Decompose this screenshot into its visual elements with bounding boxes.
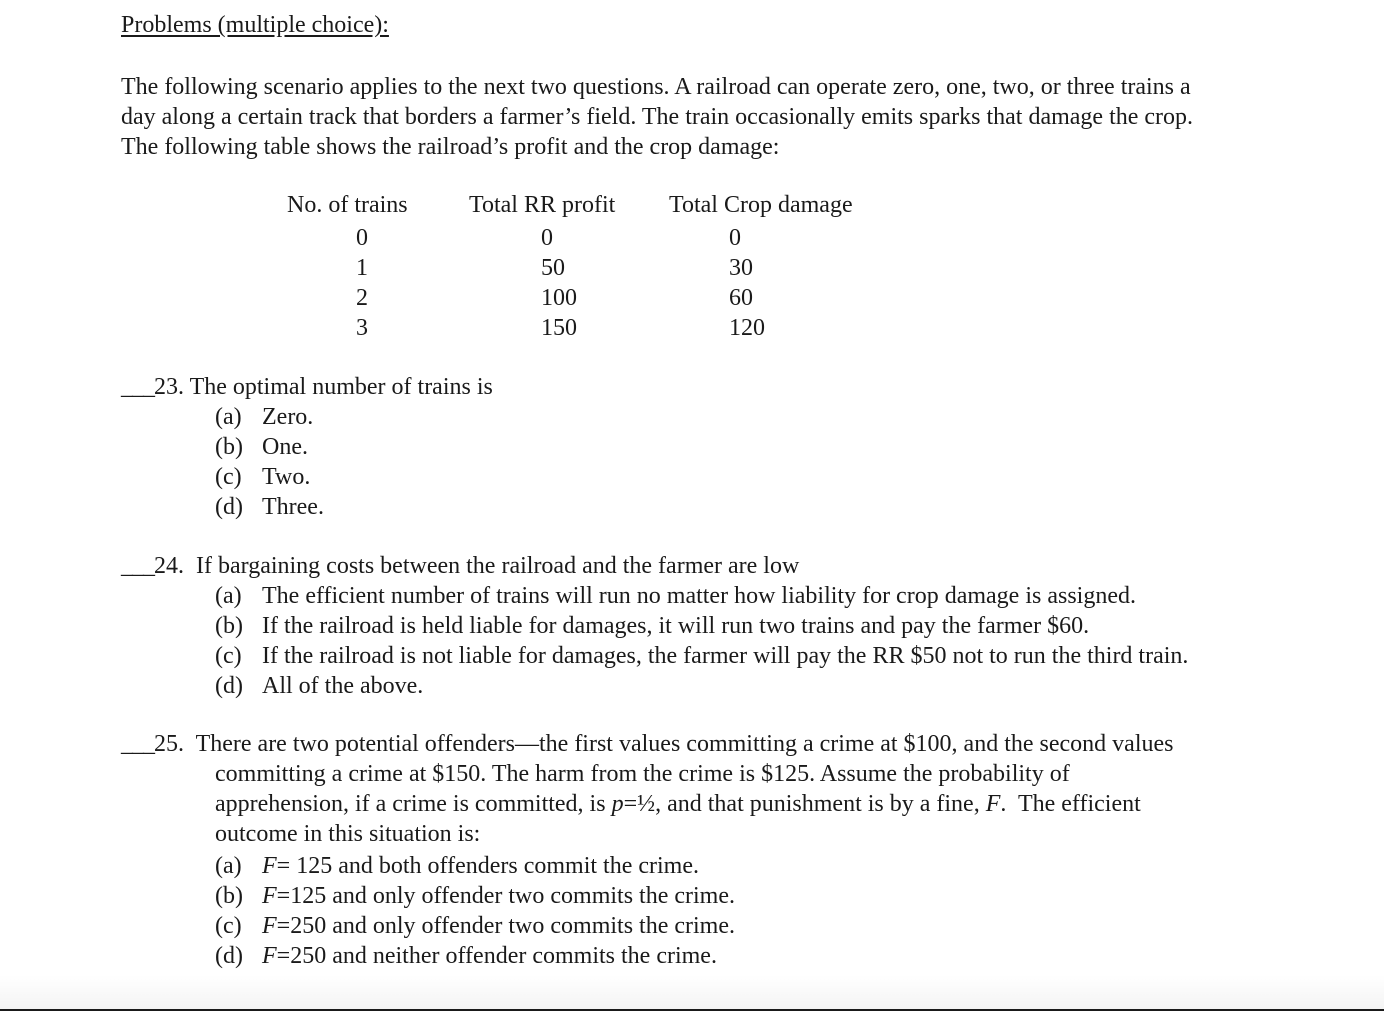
option-a: (a) F= 125 and both offenders commit the crime.: [215, 853, 699, 879]
option-a: (a) Zero.: [215, 404, 314, 430]
option-a: (a) The efficient number of trains will run no matter how liability for crop damage is assigned.: [215, 583, 1136, 609]
option-c: (c) F=250 and only offender two commits the crime.: [215, 913, 735, 939]
question-24: [121, 551, 1361, 701]
page-bottom-rule: [0, 1009, 1384, 1011]
question-text-line: outcome in this situation is:: [215, 821, 481, 847]
option-d: (d) F=250 and neither offender commits the crime.: [215, 943, 717, 969]
table-cell: 0: [541, 225, 553, 251]
option-b: (b) If the railroad is held liable for damages, it will run two trains and pay the farmer $60.: [215, 613, 1090, 639]
table-cell: 50: [541, 255, 565, 281]
answer-blank: ___: [121, 553, 154, 579]
option-d: (d) Three.: [215, 494, 324, 520]
question-text: There are two potential offenders—the first values committing a crime at $100, and the second values: [195, 731, 1174, 757]
table-cell: 150: [541, 315, 577, 341]
table-cell: 1: [356, 255, 368, 281]
table-cell: 0: [729, 225, 741, 251]
table-cell: 3: [356, 315, 368, 341]
question-text: If bargaining costs between the railroad and the farmer are low: [196, 553, 800, 579]
question-number: 25.: [154, 731, 184, 757]
scenario-intro: [121, 72, 1321, 162]
column-header-trains: No. of trains: [287, 192, 408, 218]
intro-line: The following scenario applies to the next two questions. A railroad can operate zero, one, two, or three trains a: [121, 74, 1191, 100]
answer-blank: ___: [121, 731, 154, 757]
section-heading: Problems (multiple choice):: [121, 12, 389, 38]
question-number: 23.: [154, 374, 184, 400]
option-c: (c) If the railroad is not liable for damages, the farmer will pay the RR $50 not to run the third train.: [215, 643, 1189, 669]
option-b: (b) F=125 and only offender two commits the crime.: [215, 883, 735, 909]
table-cell: 30: [729, 255, 753, 281]
intro-line: The following table shows the railroad’s profit and the crop damage:: [121, 134, 780, 160]
table-cell: 120: [729, 315, 765, 341]
option-c: (c) Two.: [215, 464, 311, 490]
table-cell: 60: [729, 285, 753, 311]
question-25: [121, 729, 1361, 971]
question-23: [121, 372, 1361, 522]
table-cell: 100: [541, 285, 577, 311]
question-text: The optimal number of trains is: [189, 374, 493, 400]
intro-line: day along a certain track that borders a farmer’s field. The train occasionally emits sparks that damage the crop.: [121, 104, 1194, 130]
option-d: (d) All of the above.: [215, 673, 424, 699]
page-bottom-shade: [0, 975, 1384, 1009]
question-stem: [121, 729, 1361, 759]
option-b: (b) One.: [215, 434, 308, 460]
table-cell: 0: [356, 225, 368, 251]
question-stem: [121, 372, 1361, 402]
column-header-damage: Total Crop damage: [669, 192, 853, 218]
question-text-line: apprehension, if a crime is committed, is p=½, and that punishment is by a fine, F. The efficient: [215, 791, 1141, 817]
question-text-line: committing a crime at $150. The harm from the crime is $125. Assume the probability of: [215, 761, 1070, 787]
table-cell: 2: [356, 285, 368, 311]
answer-blank: ___: [121, 374, 154, 400]
question-number: 24.: [154, 553, 184, 579]
column-header-profit: Total RR profit: [469, 192, 616, 218]
question-stem: [121, 551, 1361, 581]
